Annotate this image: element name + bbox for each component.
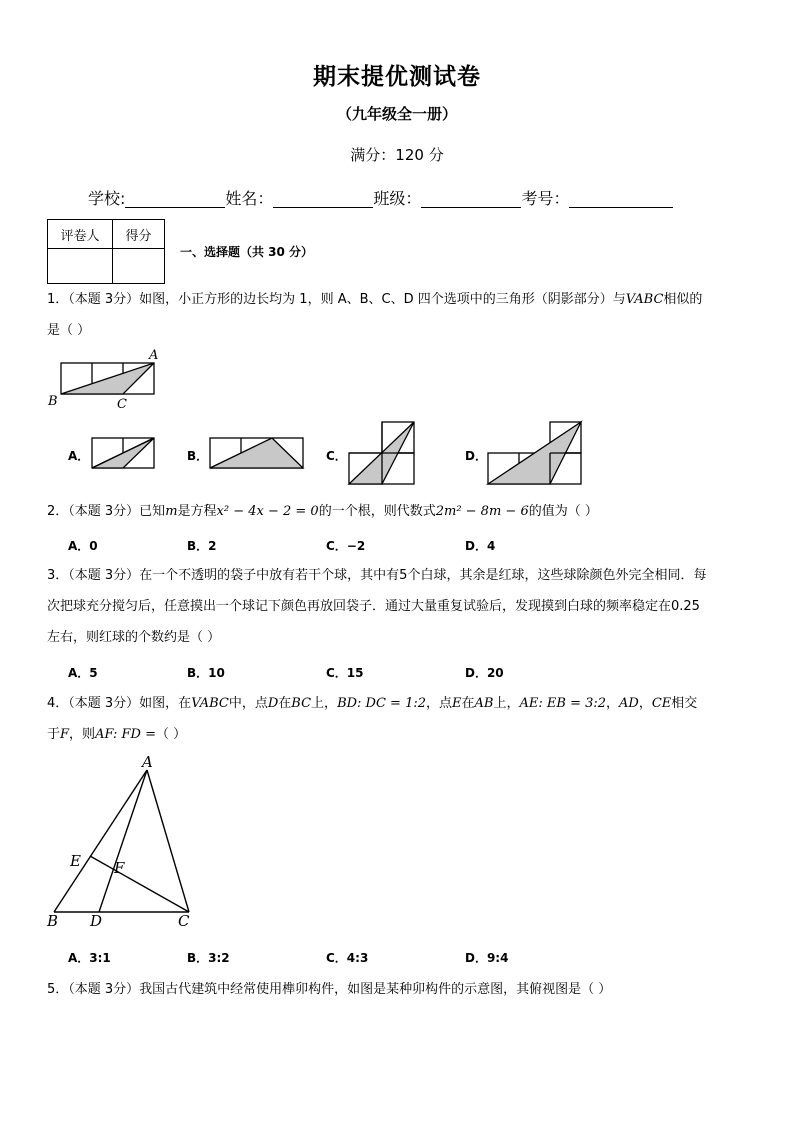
q1-text: 1．（本题 3分）如图，小正方形的边长均为 1，则 A、B、C、D 四个选项中的三角形（阴影部分）与 <box>47 292 626 307</box>
question-1-stem <box>47 284 747 346</box>
q4-triangle: VABC <box>191 696 229 711</box>
school-label: 学校: <box>88 189 126 208</box>
q4-seg-bc: BC <box>291 696 312 711</box>
question-2-stem <box>47 496 747 527</box>
page-subtitle: （九年级全一册） <box>336 105 457 123</box>
q4-ratio-1: BD: DC = 1:2 <box>337 696 426 711</box>
grader-table <box>47 219 165 284</box>
q1-text-end: 相似的 <box>663 292 703 307</box>
number-blank[interactable] <box>569 189 673 208</box>
q1-option-d[interactable]: D． <box>465 449 487 463</box>
q4-t12: ，则 <box>69 727 96 742</box>
q4-ratio-query: AF: FD = <box>95 727 156 742</box>
q4-seg-ce: CE <box>651 696 672 711</box>
name-label: 姓名： <box>225 189 274 208</box>
full-score: 满分：120 分 <box>350 146 444 164</box>
q4-t5: ，点 <box>426 696 453 711</box>
q4-option-c[interactable]: C．4:3 <box>326 951 369 965</box>
q4-t1: 4．（本题 3分）如图，在 <box>47 696 192 711</box>
q1-label-b: B <box>48 394 58 409</box>
q2-option-b[interactable]: B．2 <box>187 539 217 553</box>
section-heading-choice: 一、选择题（共 30 分） <box>180 245 314 259</box>
q3-option-a[interactable]: A．5 <box>68 666 98 680</box>
number-label: 考号： <box>521 189 570 208</box>
q1-label-a: A <box>149 348 159 363</box>
q2-text-2: 是方程 <box>177 504 217 519</box>
q4-seg-ad: AD <box>619 696 639 711</box>
q4-label-a: A <box>142 756 153 771</box>
q3-option-c[interactable]: C．15 <box>326 666 364 680</box>
q4-ratio-2: AE: EB = 3:2 <box>519 696 607 711</box>
q4-option-a[interactable]: A．3:1 <box>68 951 111 965</box>
q4-t11: 于 <box>47 727 61 742</box>
q4-label-c: C <box>178 912 190 930</box>
q1-label-c: C <box>117 397 127 411</box>
q4-label-d: D <box>90 912 103 930</box>
q4-t6: 在 <box>461 696 475 711</box>
q4-point-e: E <box>452 696 462 711</box>
q2-expression: 2m² − 8m − 6 <box>435 504 529 519</box>
class-label: 班级： <box>373 189 422 208</box>
name-blank[interactable] <box>273 189 373 208</box>
score-header: 得分 <box>113 220 165 249</box>
q4-point-d: D <box>267 696 279 711</box>
student-info-line <box>88 186 673 209</box>
question-5-stem: 5．（本题 3分）我国古代建筑中经常使用榫卯构件，如图是某种卯构件的示意图，其俯视图是（ ） <box>47 982 612 997</box>
q4-point-f: F <box>60 727 70 742</box>
q3-option-b[interactable]: B．10 <box>187 666 225 680</box>
q4-t10: 相交 <box>671 696 698 711</box>
q2-option-a[interactable]: A．0 <box>68 539 98 553</box>
q4-option-b[interactable]: B．3:2 <box>187 951 230 965</box>
q4-triangle-figure <box>44 756 204 932</box>
q2-equation: x² − 4x − 2 = 0 <box>216 504 319 519</box>
q2-text-1: 2．（本题 3分）已知 <box>47 504 166 519</box>
q1-option-b-figure <box>208 436 306 470</box>
q4-seg-ab: AB <box>474 696 494 711</box>
q1-option-a-figure <box>90 436 156 470</box>
q1-option-b[interactable]: B． <box>187 449 209 463</box>
class-blank[interactable] <box>421 189 521 208</box>
q4-t4: 上， <box>311 696 338 711</box>
q2-option-d[interactable]: D．4 <box>465 539 496 553</box>
q4-label-f: F <box>114 859 125 877</box>
school-blank[interactable] <box>125 189 225 208</box>
q4-t3: 在 <box>278 696 292 711</box>
q3-option-d[interactable]: D．20 <box>465 666 504 680</box>
grader-cell[interactable] <box>48 249 113 284</box>
q4-t9: ， <box>638 696 652 711</box>
q1-option-a[interactable]: A． <box>68 449 90 463</box>
q1-triangle: VABC <box>625 292 664 307</box>
q1-option-d-figure <box>486 420 584 486</box>
q2-var-m: m <box>165 504 178 519</box>
question-4-stem <box>47 688 747 750</box>
q3-line-3: 左右，则红球的个数约是（ ） <box>47 630 221 645</box>
q4-t2: 中，点 <box>228 696 268 711</box>
q1-option-c-figure <box>347 420 417 486</box>
q4-answer-paren: （ ） <box>156 727 187 742</box>
score-cell[interactable] <box>113 249 165 284</box>
q3-line-1: 3．（本题 3分）在一个不透明的袋子中放有若干个球，其中有5个白球，其余是红球，这些球除颜色外完全相同．每 <box>47 568 707 583</box>
q2-option-c[interactable]: C．−2 <box>326 539 366 553</box>
q4-option-d[interactable]: D．9:4 <box>465 951 509 965</box>
q1-option-c[interactable]: C． <box>326 449 347 463</box>
page-title: 期末提优测试卷 <box>313 64 481 90</box>
q3-line-2: 次把球充分搅匀后，任意摸出一个球记下颜色再放回袋子．通过大量重复试验后，发现摸到白球的频率稳定在0.25 <box>47 599 700 614</box>
grader-header: 评卷人 <box>48 220 113 249</box>
q4-label-b: B <box>47 912 59 930</box>
q2-text-3: 的一个根，则代数式 <box>318 504 436 519</box>
q1-answer-paren: 是（ ） <box>47 323 91 338</box>
question-3-stem <box>47 560 747 653</box>
q2-text-4: 的值为（ ） <box>528 504 598 519</box>
q4-t8: ， <box>606 696 620 711</box>
q1-main-figure <box>45 345 170 411</box>
q4-t7: 上， <box>493 696 520 711</box>
q4-label-e: E <box>70 852 81 870</box>
